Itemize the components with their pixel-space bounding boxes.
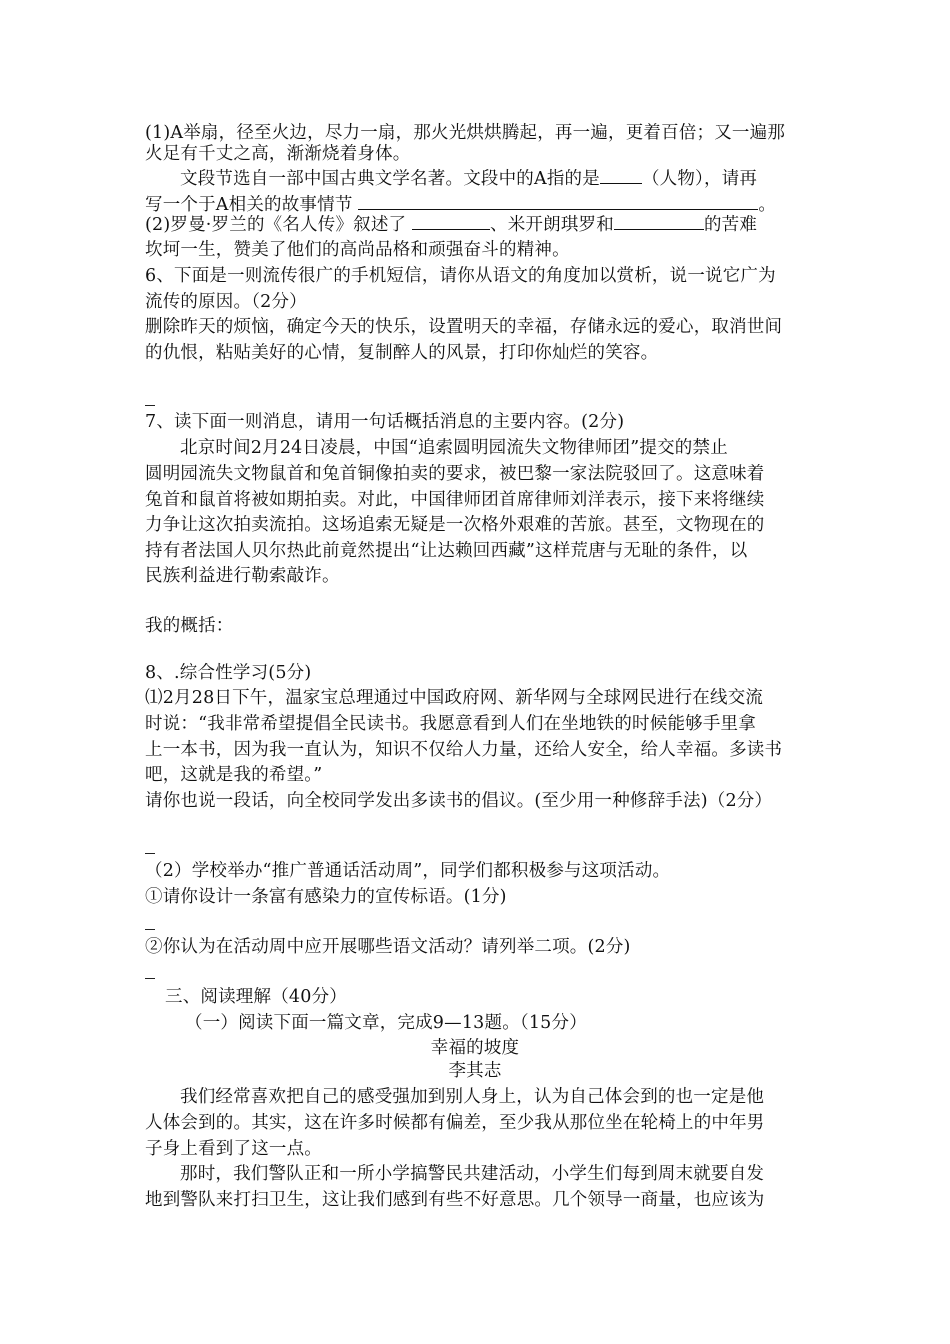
text-line: 8、.综合性学习(5分) [145,663,312,683]
text-line: 坎坷一生，赞美了他们的高尚品格和顽强奋斗的精神。 [145,240,570,260]
text-line: 圆明园流失文物鼠首和兔首铜像拍卖的要求，被巴黎一家法院驳回了。这意味着 [145,464,765,484]
text-line: 兔首和鼠首将被如期拍卖。对此，中国律师团首席律师刘洋表示，接下来将继续 [145,490,765,510]
text-line: 那时，我们警队正和一所小学搞警民共建活动，小学生们每到周末就要自发 [180,1164,765,1184]
text-line: 流传的原因。（2分） [145,292,307,312]
text-line: ①请你设计一条富有感染力的宣传标语。(1分) [145,887,507,907]
text-line: ②你认为在活动周中应开展哪些语文活动？请列举二项。(2分) [145,937,631,957]
text-segment: 文段节选自一部中国古典文学名著。文段中的A指的是 [180,169,600,189]
answer-line-mark [145,978,155,979]
answer-line-mark [145,405,155,406]
text-line: 7、读下面一则消息，请用一句话概括消息的主要内容。(2分) [145,412,625,432]
answer-blank [614,211,704,230]
text-line: 持有者法国人贝尔热此前竟然提出“让达赖回西藏”这样荒唐与无耻的条件，以 [145,541,748,561]
answer-line-mark [145,929,155,930]
answer-blank [412,211,490,230]
text-line: 火足有千丈之高，渐渐烧着身体。 [145,144,411,164]
text-line: ⑴2月28日下午，温家宝总理通过中国政府网、新华网与全球网民进行在线交流 [145,688,764,708]
text-line: 时说：“我非常希望提倡全民读书。我愿意看到人们在坐地铁的时候能够手里拿 [145,714,756,734]
section-heading: 三、阅读理解（40分） [165,987,347,1007]
text-line: 删除昨天的烦恼，确定今天的快乐，设置明天的幸福，存储永远的爱心，取消世间 [145,317,783,337]
text-line [180,165,845,192]
article-author: 李其志 [448,1061,502,1081]
article-title: 幸福的坡度 [430,1038,520,1058]
text-line [145,211,810,238]
text-line: 民族利益进行勒索敲诈。 [145,566,340,586]
text-line: 北京时间2月24日凌晨，中国“追索圆明园流失文物律师团”提交的禁止 [180,438,728,458]
text-line: （2）学校举办“推广普通话活动周”，同学们都积极参与这项活动。 [145,861,671,881]
text-line: 我们经常喜欢把自己的感受强加到别人身上，认为自己体会到的也一定是他 [180,1087,765,1107]
text-segment: 、米开朗琪罗和 [490,215,614,235]
text-line: 吧，这就是我的希望。” [145,765,323,785]
text-segment: 。 [758,195,777,215]
text-line: 我的概括： [145,616,234,636]
section-subheading: （一）阅读下面一篇文章，完成9—13题。（15分） [185,1013,587,1033]
answer-blank [358,191,758,210]
text-line: 6、下面是一则流传很广的手机短信，请你从语文的角度加以赏析，说一说它广为 [145,266,776,286]
text-line: 子身上看到了这一点。 [145,1139,322,1159]
text-line: 地到警队来打扫卫生，这让我们感到有些不好意思。几个领导一商量，也应该为 [145,1190,765,1210]
answer-line-mark [145,853,155,854]
text-line: 的仇恨，粘贴美好的心情，复制醉人的风景，打印你灿烂的笑容。 [145,343,659,363]
text-line: 上一本书，因为我一直认为，知识不仅给人力量，还给人安全，给人幸福。多读书 [145,740,783,760]
answer-blank [600,165,642,184]
text-segment: （人物），请再 [641,169,758,189]
text-segment: (2)罗曼·罗兰的《名人传》叙述了 [145,215,407,235]
text-line: (1)A举扇，径至火边，尽力一扇，那火光烘烘腾起，再一遍，更着百倍；又一遍那 [145,123,786,143]
text-segment: 的苦难 [703,215,758,235]
text-segment: 写一个于A相关的故事情节 [145,195,353,215]
text-line: 人体会到的。其实，这在许多时候都有偏差，至少我从那位坐在轮椅上的中年男 [145,1113,765,1133]
text-line: 请你也说一段话，向全校同学发出多读书的倡议。(至少用一种修辞手法)（2分） [145,791,773,811]
text-line: 力争让这次拍卖流拍。这场追索无疑是一次格外艰难的苦旅。甚至，文物现在的 [145,515,765,535]
